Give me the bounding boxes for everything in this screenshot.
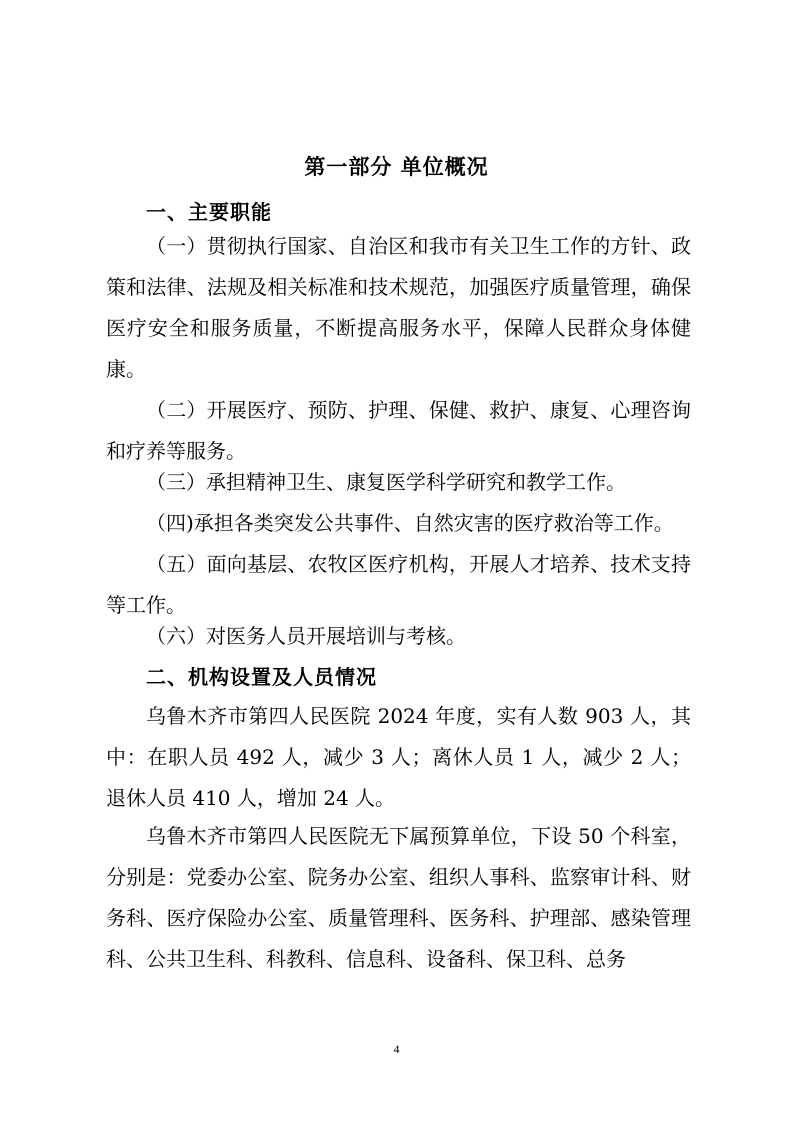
paragraph-function-3: （三）承担精神卫生、康复医学科学研究和教学工作。	[146, 470, 626, 494]
paragraph-function-2: （二）开展医疗、预防、护理、保健、救护、康复、心理咨询和疗养等服务。	[106, 398, 691, 463]
heading-main-functions: 一、主要职能	[146, 200, 272, 224]
paragraph-function-6: （六）对医务人员开展培训与考核。	[146, 624, 466, 648]
section-title: 第一部分 单位概况	[304, 155, 489, 179]
page-number: 4	[393, 1042, 400, 1056]
paragraph-function-4: （四)承担各类突发公共事件、自然灾害的医疗救治等工作。	[146, 511, 674, 535]
paragraph-function-5: （五）面向基层、农牧区医疗机构，开展人才培养、技术支持等工作。	[106, 552, 691, 617]
heading-organization-staff: 二、机构设置及人员情况	[146, 665, 377, 689]
paragraph-departments: 乌鲁木齐市第四人民医院无下属预算单位，下设 50 个科室，分别是：党委办公室、院务办公室、组织人事科、监察审计科、财务科、医疗保险办公室、质量管理科、医务科、护理部、感染管理科、公共卫生科、科教科、信息科、设备科、保卫科、总务	[106, 824, 691, 971]
paragraph-staff-count: 乌鲁木齐市第四人民医院 2024 年度，实有人数 903 人，其中：在职人员 492 人，减少 3 人；离休人员 1 人，减少 2 人；退休人员 410 人，增加 24 人。	[106, 704, 691, 810]
paragraph-function-1: （一）贯彻执行国家、自治区和我市有关卫生工作的方针、政策和法律、法规及相关标准和技术规范，加强医疗质量管理，确保医疗安全和服务质量，不断提高服务水平，保障人民群众身体健康。	[106, 234, 691, 381]
